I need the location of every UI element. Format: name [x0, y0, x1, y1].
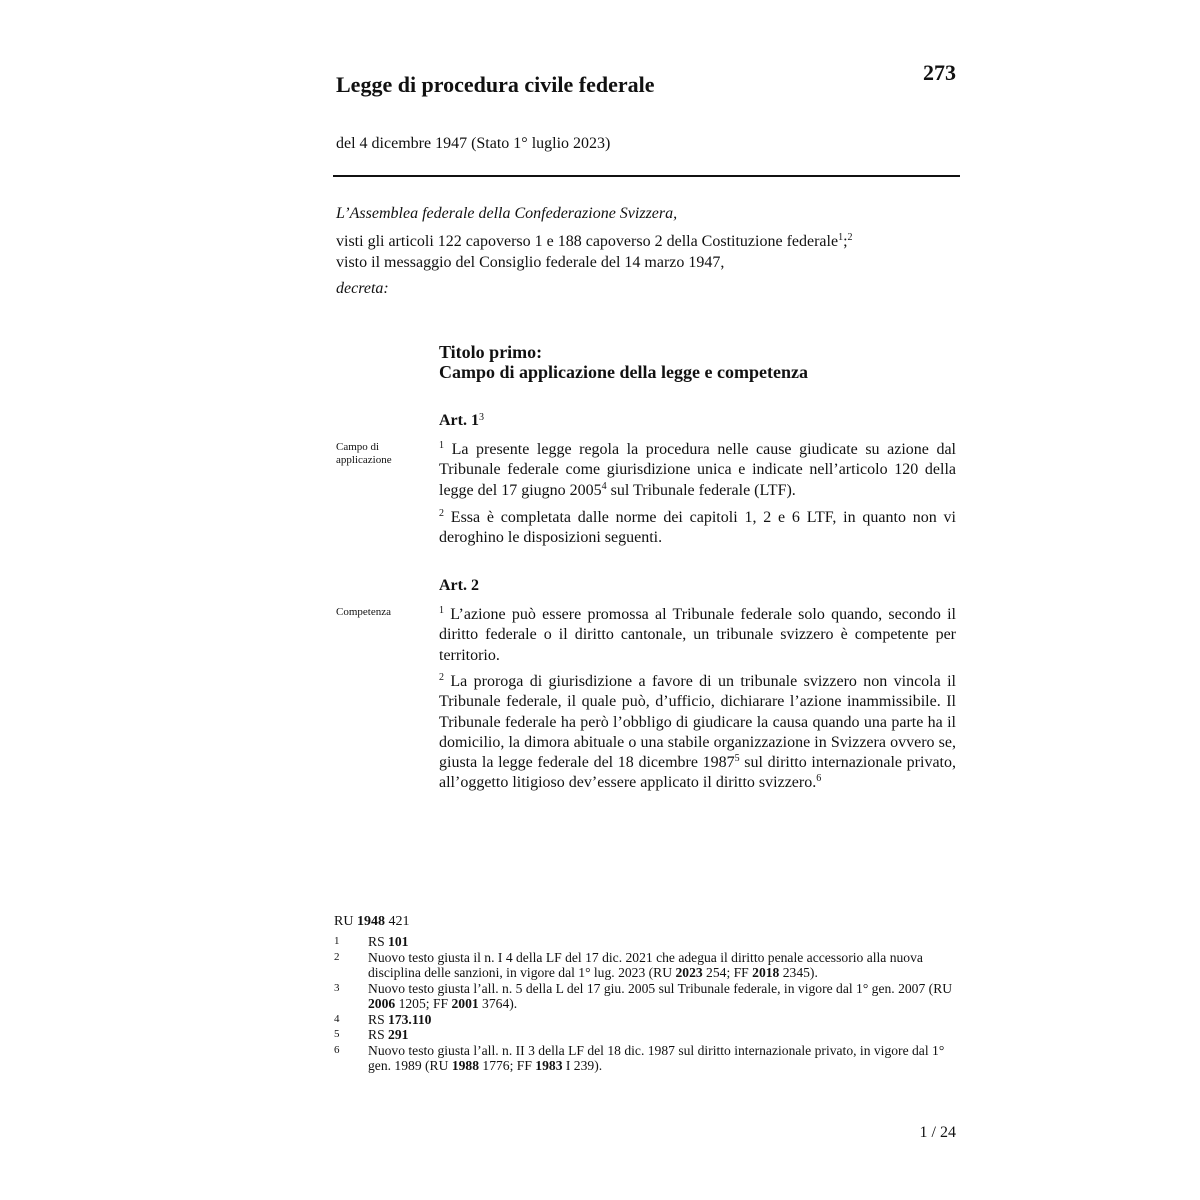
footnote-1 [334, 934, 960, 950]
article-1-heading [439, 412, 484, 430]
footnote-number: 1 [334, 935, 340, 947]
paragraph-text: La proroga di giurisdizione a favore di un tribunale svizzero non vincola il Tribunale federale, il quale può, d’ufficio, dichiarare l’azione inammissibile. Il Tribunale federale ha però l’obbligo di giudicare la causa quando una parte ha il domicilio, la dimora abituale o una stabile organizzazione in Svizzera ovvero se, giusta la legge federale del 18 dicembre 1987 [439, 673, 956, 772]
footnote-ref-4[interactable]: 4 [601, 480, 607, 492]
footnote-text: Nuovo testo giusta l’all. n. II 3 della LF del 18 dic. 1987 sul diritto internazionale privato, in vigore dal 1° gen. 1989 (RU 1988 1776; FF 1983 I 239). [368, 1042, 945, 1073]
footnote-bold-ref: 1983 [535, 1058, 563, 1073]
preamble-constitution-text: visti gli articoli 122 capoverso 1 e 188 capoverso 2 della Costituzione federale [336, 233, 839, 250]
footnote-bold-ref: 173.110 [388, 1011, 432, 1027]
footnote-6 [334, 1043, 960, 1074]
footnote-number: 3 [334, 981, 340, 994]
ru-reference [334, 914, 409, 930]
paragraph-text: Essa è completata dalle norme dei capitoli 1, 2 e 6 LTF, in quanto non vi deroghino le disposizioni seguenti. [439, 509, 956, 547]
article-2-paragraph-2 [439, 672, 956, 794]
sr-number: 273 [923, 60, 956, 85]
footnotes-list [334, 934, 960, 1074]
footnote-ref-6[interactable]: 6 [816, 773, 822, 785]
paragraph-number: 1 [439, 605, 444, 616]
footnote-bold-ref: 2018 [752, 965, 780, 980]
footnote-ref-1[interactable]: 1 [838, 232, 844, 243]
footnote-number: 6 [334, 1043, 340, 1056]
document-title: Legge di procedura civile federale [336, 72, 655, 97]
article-1-paragraph-1 [439, 440, 956, 501]
title-subject: Campo di applicazione della legge e competenza [439, 362, 808, 382]
article-2-heading: Art. 2 [439, 577, 479, 594]
page-number: 1 / 24 [919, 1124, 956, 1141]
article-2-paragraph-1 [439, 605, 956, 666]
footnote-bold-ref: 101 [388, 934, 409, 949]
footnote-ref-3[interactable]: 3 [478, 412, 484, 423]
article-2-margin-note: Competenza [336, 606, 391, 618]
footnote-bold-ref: 2001 [451, 996, 479, 1011]
title-label: Titolo primo: [439, 342, 543, 362]
footnote-5 [334, 1027, 960, 1043]
preamble-separator: ; [843, 233, 848, 250]
footnote-4 [334, 1012, 960, 1028]
footnote-number: 5 [334, 1028, 340, 1040]
preamble-constitution-line [336, 232, 853, 252]
footnote-ref-2[interactable]: 2 [847, 232, 853, 243]
footnote-text: RS 173.110 [368, 1011, 432, 1027]
paragraph-text-continued: sul diritto internazionale privato, all’oggetto litigioso dev’essere applicato il diritto svizzero. [439, 754, 957, 792]
preamble-authority: L’Assemblea federale della Confederazione Svizzera, [336, 205, 678, 222]
ru-year: 1948 [356, 914, 385, 929]
footnote-ref-5[interactable]: 5 [734, 753, 740, 765]
footnote-text: Nuovo testo giusta l’all. n. 5 della L del 17 giu. 2005 sul Tribunale federale, in vigore dal 1° gen. 2007 (RU 2006 1205; FF 2001 3764). [368, 980, 953, 1011]
footnote-bold-ref: 2006 [368, 996, 396, 1011]
preamble-message-line: visto il messaggio del Consiglio federale del 14 marzo 1947, [336, 254, 725, 271]
paragraph-number: 2 [439, 508, 444, 519]
paragraph-text: La presente legge regola la procedura nelle cause giudicate su azione dal Tribunale federale come giurisdizione unica e indicate nell’articolo 120 della legge del 17 giugno 2005 [439, 441, 956, 499]
preamble-decree: decreta: [336, 280, 389, 297]
paragraph-text-continued: sul Tribunale federale (LTF). [606, 481, 796, 499]
footnote-number: 2 [334, 950, 340, 963]
paragraph-number: 2 [439, 672, 444, 683]
footnote-2 [334, 950, 960, 981]
footnote-text: Nuovo testo giusta il n. I 4 della LF del 17 dic. 2021 che adegua il diritto penale accessorio alla nuova disciplina delle sanzioni, in vigore dal 1° lug. 2023 (RU 2023 254; FF 2018 2345). [368, 949, 923, 980]
ru-page: 421 [384, 914, 410, 929]
paragraph-number: 1 [439, 440, 444, 451]
paragraph-text: L’azione può essere promossa al Tribunale federale solo quando, secondo il diritto federale o il diritto cantonale, un tribunale svizzero è competente per territorio. [439, 606, 956, 664]
article-1-margin-note: Campo di applicazione [336, 441, 392, 466]
footnote-bold-ref: 291 [388, 1027, 409, 1042]
title-heading [439, 342, 808, 382]
footnote-number: 4 [334, 1012, 340, 1025]
footnote-3 [334, 981, 960, 1012]
ru-prefix: RU [334, 914, 357, 929]
document-date: del 4 dicembre 1947 (Stato 1° luglio 2023) [336, 135, 611, 152]
footnote-bold-ref: 2023 [675, 965, 703, 980]
footnote-text: RS 291 [368, 1027, 409, 1042]
article-1-label: Art. 1 [439, 412, 479, 429]
header-divider [333, 175, 960, 177]
footnote-bold-ref: 1988 [451, 1058, 480, 1073]
article-1-paragraph-2 [439, 508, 956, 549]
footnote-text: RS 101 [368, 934, 409, 949]
